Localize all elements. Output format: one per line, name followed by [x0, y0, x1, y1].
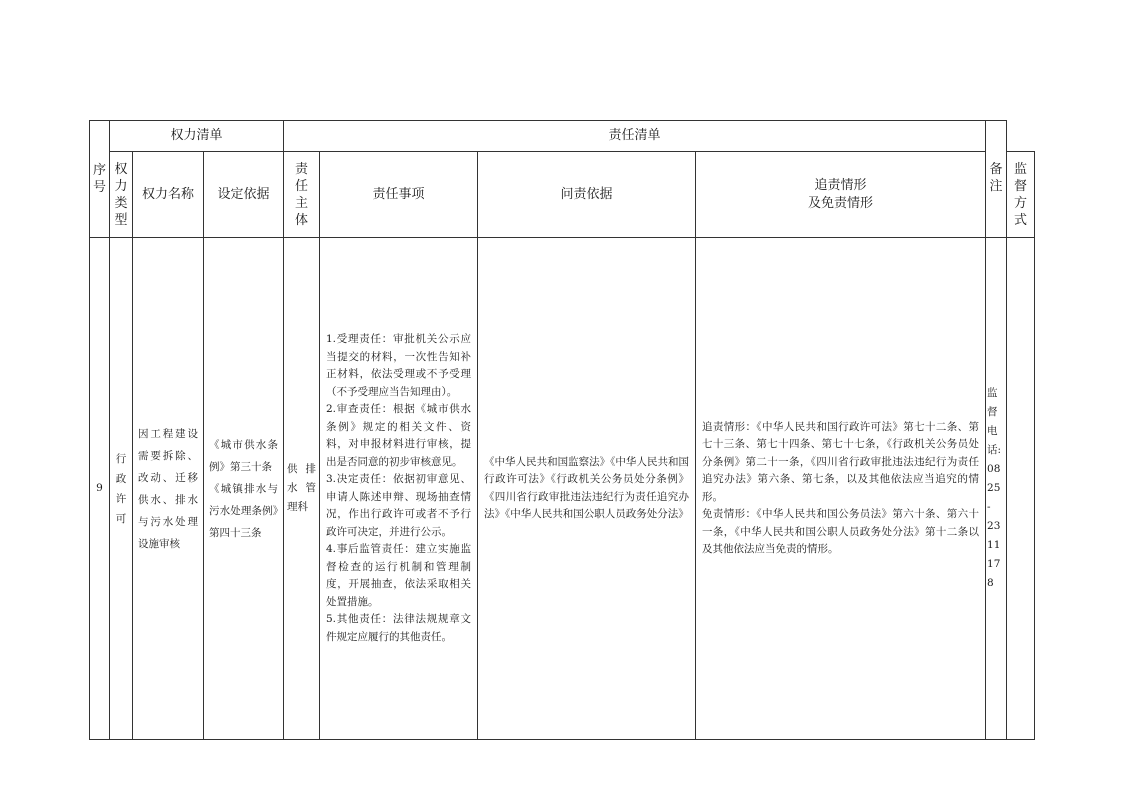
duty-item: 5.其他责任：法律法规规章文件规定应履行的其他责任。 — [326, 613, 471, 643]
header-subject: 责任主体 — [284, 152, 320, 238]
supervision-line: 8 — [987, 577, 994, 589]
header-power-type: 权力类型 — [110, 152, 133, 238]
duty-item: 3.决定责任：依据初审意见、申请人陈述申辩、现场抽查情况，作出行政许可或者不予行政许可决定，并进行公示。 — [326, 473, 471, 538]
header-accountability-cases: 追责情形 及免责情形 — [696, 152, 986, 238]
row-supervision — [986, 238, 1007, 740]
supervision-line: - — [987, 501, 991, 513]
header-supervision: 监督方式 — [1007, 152, 1035, 238]
header-responsibility-list: 责任清单 — [284, 121, 986, 152]
row-subject: 供排水管理科 — [284, 238, 320, 740]
header-remarks: 备注 — [986, 121, 1007, 238]
row-power-name: 因工程建设需要拆除、改动、迁移供水、排水与污水处理设施审核 — [133, 238, 204, 740]
row-duties — [320, 238, 478, 740]
power-responsibility-table — [89, 120, 1035, 740]
duty-item: 1.受理责任：审批机关公示应当提交的材料，一次性告知补正材料，依法受理或不予受理（不予受理应当告知理由）。 — [326, 333, 471, 398]
row-power-type: 行政许可 — [110, 238, 133, 740]
row-accountability-cases — [696, 238, 986, 740]
supervision-line: 电话: — [987, 425, 1002, 456]
accountability-case-item: 免责情形：《中华人民共和国公务员法》第六十条、第六十一条，《中华人民共和国公职人员政务处分法》第十二条以及其他依法应当免责的情形。 — [702, 508, 980, 555]
duty-item: 2.审查责任：根据《城市供水条例》规定的相关文件、资料，对申报材料进行审核，提出是否同意的初步审核意见。 — [326, 403, 471, 468]
supervision-line: 08 — [987, 463, 1001, 475]
row-accountability-basis: 《中华人民共和国监察法》《中华人民共和国行政许可法》《行政机关公务员处分条例》《四川省行政审批违法违纪行为责任追究办法》《中华人民共和国公职人员政务处分法》 — [478, 238, 696, 740]
duty-item: 4.事后监管责任：建立实施监督检查的运行机制和管理制度，开展抽查，依法采取相关处置措施。 — [326, 543, 471, 608]
row-seq: 9 — [90, 238, 110, 740]
supervision-line: 23 — [987, 520, 1001, 532]
accountability-case-item: 追责情形：《中华人民共和国行政许可法》第七十二条、第七十三条、第七十四条、第七十七条，《行政机关公务员处分条例》第二十一条，《四川省行政审批违法违纪行为责任追究办法》第六条、第七条，以及其他依法应当追究的情形。 — [702, 420, 980, 503]
supervision-line: 11 — [987, 539, 1001, 551]
supervision-line: 17 — [987, 558, 1001, 570]
row-basis: 《城市供水条例》第三十条 《城镇排水与污水处理条例》第四十三条 — [204, 238, 284, 740]
header-seq: 序号 — [90, 121, 110, 238]
header-basis: 设定依据 — [204, 152, 284, 238]
header-accountability-basis: 问责依据 — [478, 152, 696, 238]
header-duties: 责任事项 — [320, 152, 478, 238]
header-power-list: 权力清单 — [110, 121, 284, 152]
supervision-line: 监督 — [987, 387, 998, 418]
header-power-name: 权力名称 — [133, 152, 204, 238]
supervision-line: 25 — [987, 482, 1001, 494]
row-remarks — [1007, 238, 1035, 740]
